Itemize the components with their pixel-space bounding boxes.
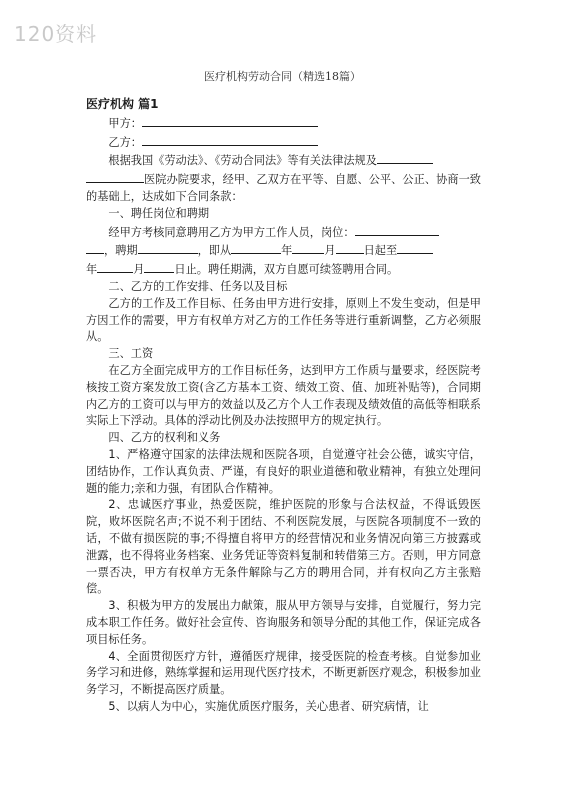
blank-line	[97, 260, 133, 273]
clause-heading-2: 二、乙方的工作安排、任务以及目标	[108, 279, 288, 293]
blank-line	[397, 241, 433, 254]
clause-4-item-5: 5、以病人为中心，实施优质医疗服务，关心患者、研究病情，让	[108, 699, 429, 713]
blank-line	[231, 241, 281, 254]
blank-line	[377, 151, 433, 164]
clause-4-item-4: 4、全面贯彻医疗方针，遵循医疗规律，接受医院的检查考核。自觉参加业务学习和进修，熟练掌握和运用现代医疗技术，不断更新医疗观念，积极参加业务学习，不断提高医疗质量。	[86, 649, 481, 697]
clause-heading-4: 四、乙方的权利和义务	[108, 431, 221, 445]
blank-line	[142, 133, 318, 146]
clause-text: 日起至	[363, 244, 398, 258]
clause-text: 月	[133, 263, 145, 277]
preamble-paragraph	[86, 151, 481, 205]
blank-line	[292, 241, 324, 254]
clause-1-paragraph	[86, 223, 481, 279]
clause-text: ，即从	[197, 244, 232, 258]
clause-4-item-2: 2、忠诚医疗事业，热爱医院，维护医院的形象与合法权益，不得诋毁医院，败坏医院名声;不说不利于团结、不利医院发展，与医院各项制度不一致的话，不做有损医院的事;不得擅自将甲方的经营情况和业务情况向第三方披露或泄露，也不得将业务档案、业务凭证等资料复制和转借第三方。否则，甲方同意一票否决，甲方有权单方无条件解除与乙方的聘用合同，并有权向乙方主张赔偿。	[86, 498, 481, 596]
preamble-text-a: 根据我国《劳动法》、《劳动合同法》等有关法律法规及	[108, 154, 377, 168]
clause-text: 日止。聘任期满，双方自愿可续签聘用合同。	[174, 263, 399, 277]
blank-line	[336, 241, 364, 254]
clause-text: 年	[86, 263, 98, 277]
clause-heading-3: 三、工资	[108, 347, 154, 361]
party-b-label: 乙方：	[108, 135, 142, 149]
clause-2-paragraph: 乙方的工作及工作目标、任务由甲方进行安排，原则上不发生变动，但是甲方因工作的需要，甲方有权单方对乙方的工作任务等进行重新调整，乙方必须服从。	[86, 296, 481, 344]
document-title: 医疗机构劳动合同（精选18篇）	[204, 70, 361, 83]
clause-4-item-3: 3、积极为甲方的发展出力献策，服从甲方领导与安排，自觉履行，努力完成本职工作任务。做好社会宣传、咨询服务和领导分配的其他工作，保证完成各项目标任务。	[86, 599, 481, 646]
clause-text: 年	[281, 244, 293, 258]
blank-line	[138, 241, 198, 254]
preamble-text-b: 医院办院要求，经甲、乙双方在平等、自愿、公平、公正、协商一致的基础上，达成如下合同条款：	[86, 173, 481, 203]
blank-line	[355, 223, 439, 236]
party-a-label: 甲方：	[108, 116, 142, 130]
clause-text: 月	[324, 244, 336, 258]
party-a-line	[86, 114, 481, 133]
party-b-line	[86, 133, 481, 152]
clause-text: ，聘期	[104, 244, 138, 258]
watermark: 120资料	[14, 22, 98, 46]
section-heading: 医疗机构 篇1	[86, 97, 159, 111]
clause-text: 经甲方考核同意聘用乙方为甲方工作人员，岗位：	[108, 225, 355, 239]
blank-line	[86, 241, 104, 254]
blank-line	[142, 114, 318, 127]
blank-line	[144, 260, 174, 273]
document-body	[86, 96, 481, 716]
clause-4-item-1: 1、严格遵守国家的法律法规和医院各项，自觉遵守社会公德，诚实守信，团结协作，工作认真负责、严谨，有良好的职业道德和敬业精神，有独立处理问题的能力;亲和力强，有团队合作精神。	[86, 447, 481, 495]
clause-3-paragraph: 在乙方全面完成甲方的工作目标任务，达到甲方工作质与量要求，经医院考核按工资方案发放工资(含乙方基本工资、绩效工资、值、加班补贴等)，合同期内乙方的工资可以与甲方的效益以及乙方个人工作表现及绩效值的高低等相联系实际上下浮动。具体的浮动比例及办法按照甲方的规定执行。	[86, 363, 481, 428]
clause-heading-1: 一、聘任岗位和聘期	[108, 206, 210, 220]
blank-line	[86, 170, 144, 183]
